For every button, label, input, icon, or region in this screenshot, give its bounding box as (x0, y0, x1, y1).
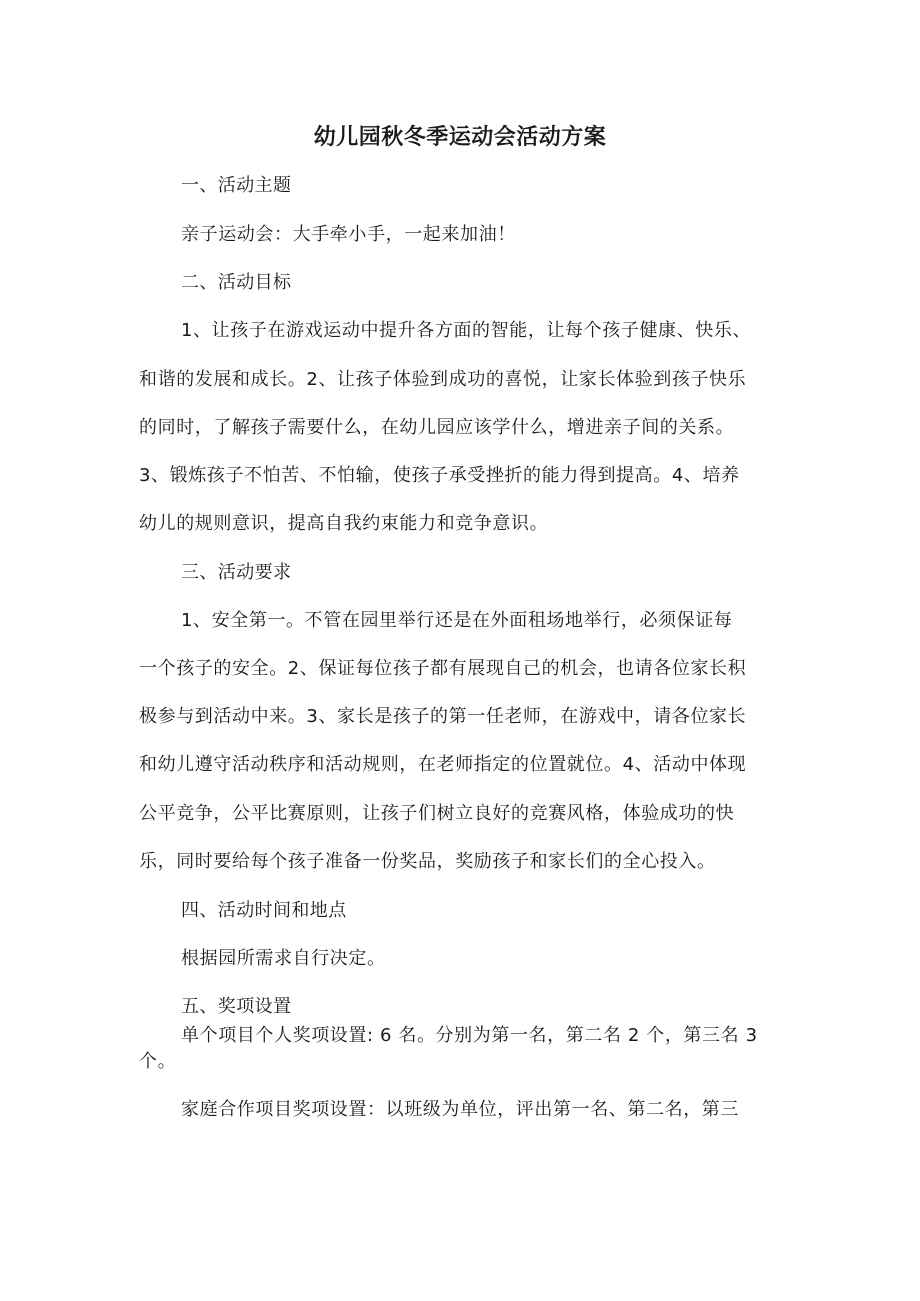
paragraph-line: 单个项目个人奖项设置: 6 名。分别为第一名，第二名 2 个，第三名 3 (181, 1025, 758, 1046)
paragraph-line: 3、锻炼孩子不怕苦、不怕输，使孩子承受挫折的能力得到提高。4、培养 (139, 465, 740, 486)
paragraph-line: 1、安全第一。不管在园里举行还是在外面租场地举行，必须保证每 (181, 610, 733, 631)
paragraph-line: 极参与到活动中来。3、家长是孩子的第一任老师，在游戏中，请各位家长 (139, 706, 747, 727)
section-heading-time-place: 四、活动时间和地点 (181, 900, 347, 921)
paragraph-line: 和幼儿遵守活动秩序和活动规则，在老师指定的位置就位。4、活动中体现 (139, 754, 747, 775)
paragraph-line: 乐，同时要给每个孩子准备一份奖品，奖励孩子和家长们的全心投入。 (139, 851, 716, 872)
paragraph-line: 亲子运动会：大手牵小手，一起来加油！ (181, 224, 516, 245)
paragraph-line: 根据园所需求自行决定。 (181, 948, 386, 969)
paragraph-line: 个。 (139, 1051, 177, 1072)
paragraph-line: 和谐的发展和成长。2、让孩子体验到成功的喜悦，让家长体验到孩子快乐 (139, 369, 747, 390)
section-heading-awards: 五、奖项设置 (181, 996, 292, 1017)
paragraph-line: 1、让孩子在游戏运动中提升各方面的智能，让每个孩子健康、快乐、 (181, 320, 752, 341)
section-heading-requirements: 三、活动要求 (181, 562, 292, 583)
paragraph-line: 的同时，了解孩子需要什么，在幼儿园应该学什么，增进亲子间的关系。 (139, 417, 735, 438)
section-heading-goals: 二、活动目标 (181, 272, 292, 293)
paragraph-line: 一个孩子的安全。2、保证每位孩子都有展现自己的机会，也请各位家长积 (139, 658, 747, 679)
paragraph-line: 公平竞争，公平比赛原则，让孩子们树立良好的竞赛风格，体验成功的快 (139, 803, 735, 824)
document-title: 幼儿园秋冬季运动会活动方案 (313, 125, 607, 150)
section-heading-theme: 一、活动主题 (181, 175, 292, 196)
paragraph-line: 幼儿的规则意识，提高自我约束能力和竞争意识。 (139, 513, 549, 534)
paragraph-line: 家庭合作项目奖项设置：以班级为单位，评出第一名、第二名，第三 (181, 1099, 739, 1120)
